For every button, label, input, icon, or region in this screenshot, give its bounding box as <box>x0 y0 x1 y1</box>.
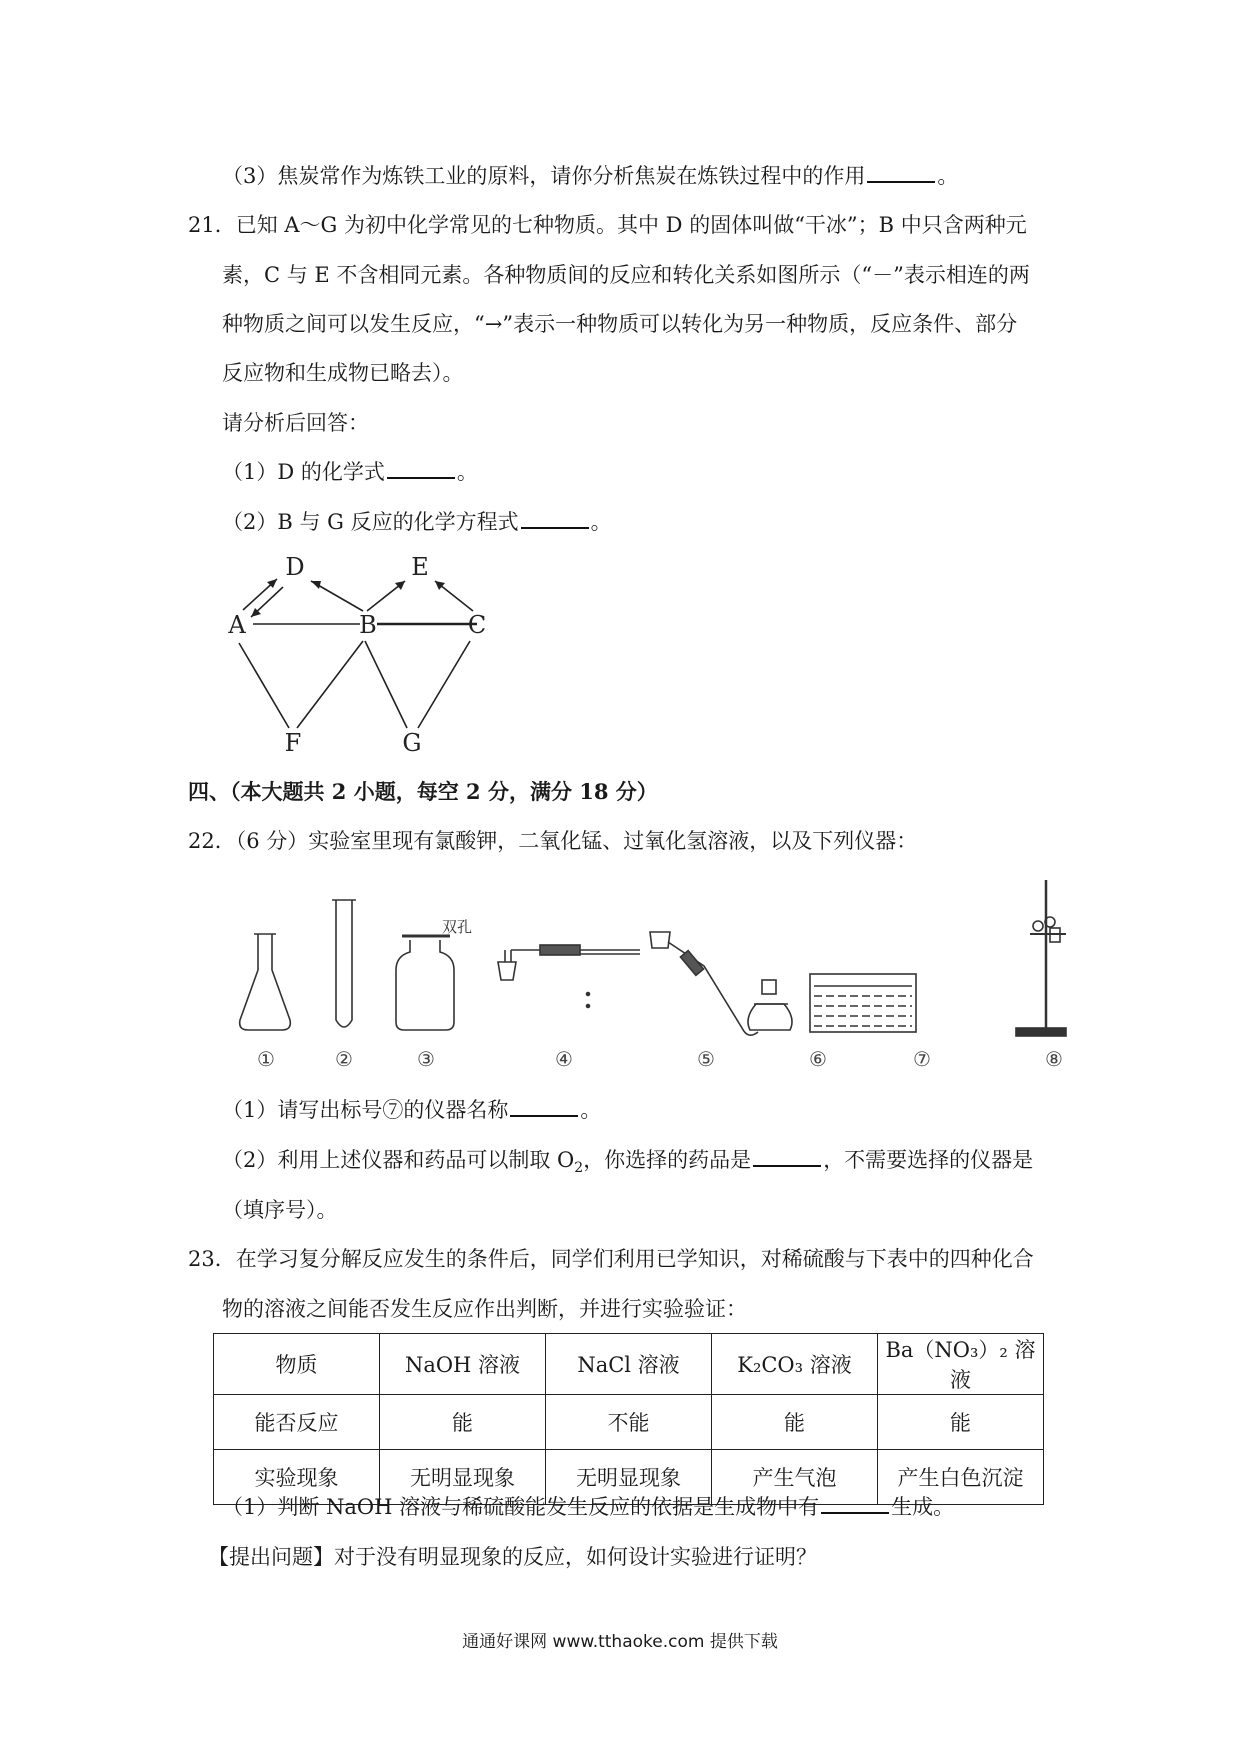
table-header-cell: Ba（NO₃）₂ 溶液 <box>878 1334 1044 1395</box>
q23-question: 【提出问题】对于没有明显现象的反应，如何设计实验进行证明？ <box>208 1545 817 1569</box>
alcohol-lamp-icon <box>748 980 792 1030</box>
apparatus-label-7: ⑦ <box>913 1047 931 1071</box>
q23-line2: 物的溶液之间能否发生反应作出判断，并进行实验验证： <box>222 1297 747 1321</box>
q22-sub2-line2: （填序号）。 <box>222 1198 338 1222</box>
reaction-diagram <box>215 545 505 760</box>
page-footer: 通通好课网 www.tthaoke.com 提供下载 <box>462 1632 778 1652</box>
table-cell: 无明显现象 <box>380 1450 546 1505</box>
q20-sub3-text: （3）焦炭常作为炼铁工业的原料，请你分析焦炭在炼铁过程中的作用 <box>222 164 866 188</box>
test-tube-icon <box>332 900 356 1027</box>
q23-sub1 <box>222 1493 954 1521</box>
q21-line1: 21．已知 A～G 为初中化学常见的七种物质。其中 D 的固体叫做“干冰”；B 中只含两种元 <box>188 213 1027 237</box>
q22-sub1 <box>222 1096 601 1124</box>
answer-blank[interactable] <box>387 459 455 479</box>
table-cell: 不能 <box>546 1395 712 1450</box>
answer-blank[interactable] <box>510 1097 578 1117</box>
edge-C-G <box>418 641 470 728</box>
q23-sub1-text: （1）判断 NaOH 溶液与稀硫酸能发生反应的依据是生成物中有 <box>222 1495 820 1519</box>
q21-line2: 素，C 与 E 不含相同元素。各种物质间的反应和转化关系如图所示（“－”表示相连的两 <box>222 263 1030 287</box>
apparatus-label-6: ⑥ <box>809 1047 827 1071</box>
answer-blank[interactable] <box>753 1147 821 1167</box>
q22-sub2 <box>222 1146 1033 1182</box>
q22-sub1-end: 。 <box>580 1098 602 1122</box>
table-header-cell: 物质 <box>214 1334 380 1395</box>
answer-blank[interactable] <box>867 163 935 183</box>
q21-prompt: 请分析后回答： <box>222 411 369 435</box>
node-F: F <box>284 729 302 757</box>
q21-sub1-text: （1）D 的化学式 <box>222 460 385 484</box>
node-G: G <box>402 729 422 757</box>
table-cell: 实验现象 <box>214 1450 380 1505</box>
delivery-tube-icon <box>650 932 758 1035</box>
q23-sub1-end: 生成。 <box>891 1495 955 1519</box>
apparatus-label-1: ① <box>257 1047 275 1071</box>
q22-sub1-text: （1）请写出标号⑦的仪器名称 <box>222 1098 509 1122</box>
node-D: D <box>285 553 305 581</box>
q21-line3: 种物质之间可以发生反应，“→”表示一种物质可以转化为另一种物质，反应条件、部分 <box>222 312 1018 336</box>
q21-line4: 反应物和生成物已略去）。 <box>222 361 464 385</box>
table-cell: 能 <box>380 1395 546 1450</box>
table-cell: 能否反应 <box>214 1395 380 1450</box>
edge-A-F <box>239 643 289 728</box>
table-header-cell: NaOH 溶液 <box>380 1334 546 1395</box>
node-C: C <box>467 611 487 639</box>
q21-sub2-text: （2）B 与 G 反应的化学方程式 <box>222 510 519 534</box>
stopper-tube-icon <box>498 945 640 1008</box>
edge-B-F <box>297 641 363 728</box>
apparatus-label-2: ② <box>335 1047 353 1071</box>
apparatus-figure <box>230 870 1110 1080</box>
arrowhead <box>311 581 321 589</box>
edge-B-G <box>365 641 407 728</box>
answer-blank[interactable] <box>521 509 589 529</box>
node-B: B <box>359 611 377 639</box>
gas-jar-icon <box>396 936 454 1030</box>
q22-intro: 22．（6 分）实验室里现有氯酸钾，二氧化锰、过氧化氢溶液，以及下列仪器： <box>188 829 918 853</box>
table-header-cell: NaCl 溶液 <box>546 1334 712 1395</box>
q21-sub2 <box>222 508 612 536</box>
table-cell: 能 <box>878 1395 1044 1450</box>
water-trough-icon <box>810 974 916 1032</box>
answer-blank[interactable] <box>821 1494 889 1514</box>
q20-sub3-end: 。 <box>937 164 959 188</box>
conical-flask-icon <box>240 934 291 1030</box>
table-header-row <box>214 1334 1044 1395</box>
node-E: E <box>411 553 429 581</box>
table-cell: 产生气泡 <box>712 1450 878 1505</box>
q22-sub2-subscript: 2 <box>574 1160 584 1177</box>
apparatus-label-8: ⑧ <box>1045 1047 1063 1071</box>
q22-sub2-mid: ，你选择的药品是 <box>583 1148 752 1172</box>
table-header-cell: K₂CO₃ 溶液 <box>712 1334 878 1395</box>
section4-title: 四、（本大题共 2 小题，每空 2 分，满分 18 分） <box>188 779 658 804</box>
q21-sub1-end: 。 <box>456 460 478 484</box>
reaction-table <box>213 1333 1044 1505</box>
q23-line1: 23．在学习复分解反应发生的条件后，同学们利用已学知识，对稀硫酸与下表中的四种化合 <box>188 1247 1034 1271</box>
apparatus-label-5: ⑤ <box>697 1047 715 1071</box>
stopper-annotation: 双孔 <box>442 918 473 936</box>
q22-sub2-text: （2）利用上述仪器和药品可以制取 O <box>222 1148 575 1172</box>
q21-sub1 <box>222 458 478 486</box>
table-row <box>214 1395 1044 1450</box>
table-cell: 能 <box>712 1395 878 1450</box>
table-cell: 产生白色沉淀 <box>878 1450 1044 1505</box>
iron-stand-icon <box>1016 880 1066 1036</box>
node-A: A <box>228 611 246 639</box>
q21-sub2-end: 。 <box>590 510 612 534</box>
apparatus-label-4: ④ <box>555 1047 573 1071</box>
apparatus-label-3: ③ <box>417 1047 435 1071</box>
table-cell: 无明显现象 <box>546 1450 712 1505</box>
q22-sub2-post: ，不需要选择的仪器是 <box>823 1148 1034 1172</box>
q20-sub3 <box>222 162 958 190</box>
